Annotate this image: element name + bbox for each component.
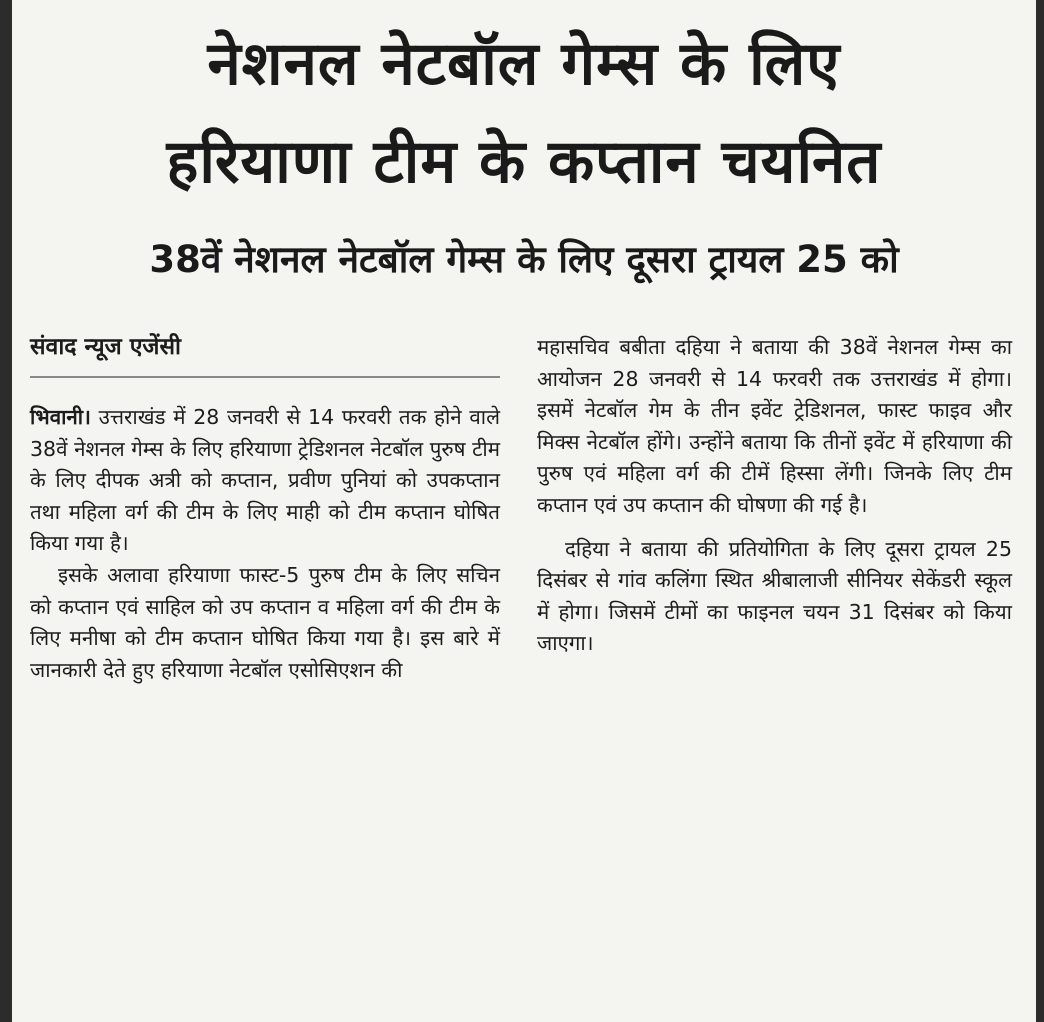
subheadline: 38वें नेशनल नेटबॉल गेम्स के लिए दूसरा ट्रायल 25 को bbox=[149, 238, 899, 281]
newspaper-clipping bbox=[12, 0, 1036, 1022]
byline: संवाद न्यूज एजेंसी bbox=[30, 332, 500, 378]
article-paragraph-2: इसके अलावा हरियाणा फास्ट-5 पुरुष टीम के लिए सचिन को कप्तान एवं साहिल को उप कप्तान व महिला वर्ग की टीम के लिए मनीषा को टीम कप्तान घोषित किया गया है। इस बारे में जानकारी देते हुए हरियाणा नेटबॉल एसोसिएशन की bbox=[30, 562, 500, 682]
article-column-left bbox=[30, 332, 500, 686]
article-paragraph-4: दहिया ने बताया की प्रतियोगिता के लिए दूसरा ट्रायल 25 दिसंबर से गांव कलिंगा स्थित श्रीबालाजी सीनियर सेकेंडरी स्कूल में होगा। जिसमें टीमों का फाइनल चयन 31 दिसंबर को किया जाएगा। bbox=[537, 536, 1012, 656]
article-column-right bbox=[537, 332, 1012, 660]
article-paragraph-3: महासचिव बबीता दहिया ने बताया की 38वें नेशनल गेम्स का आयोजन 28 जनवरी से 14 फरवरी तक उत्तराखंड में होगा। इसमें नेटबॉल गेम के तीन इवेंट ट्रेडिशनल, फास्ट फाइव और मिक्स नेटबॉल होंगे। उन्होंने बताया कि तीनों इवेंट में हरियाणा की पुरुष एवं महिला वर्ग की टीमें हिस्सा लेंगी। जिनके लिए टीम कप्तान एवं उप कप्तान की घोषणा की गई है। bbox=[537, 335, 1012, 517]
dateline: भिवानी। bbox=[30, 405, 91, 429]
paragraph-1-text: उत्तराखंड में 28 जनवरी से 14 फरवरी तक होने वाले 38वें नेशनल गेम्स के लिए हरियाणा ट्रेडिशनल नेटबॉल पुरुष टीम के लिए दीपक अत्री को कप्तान, प्रवीण पुनियां को उपकप्तान तथा महिला वर्ग की टीम के लिए माही को टीम कप्तान घोषित किया गया है। bbox=[30, 405, 500, 556]
headline-line-2: हरियाणा टीम के कप्तान चयनित bbox=[166, 127, 882, 197]
headline-line-1: नेशनल नेटबॉल गेम्स के लिए bbox=[207, 29, 841, 99]
article-paragraph-1 bbox=[30, 402, 500, 560]
